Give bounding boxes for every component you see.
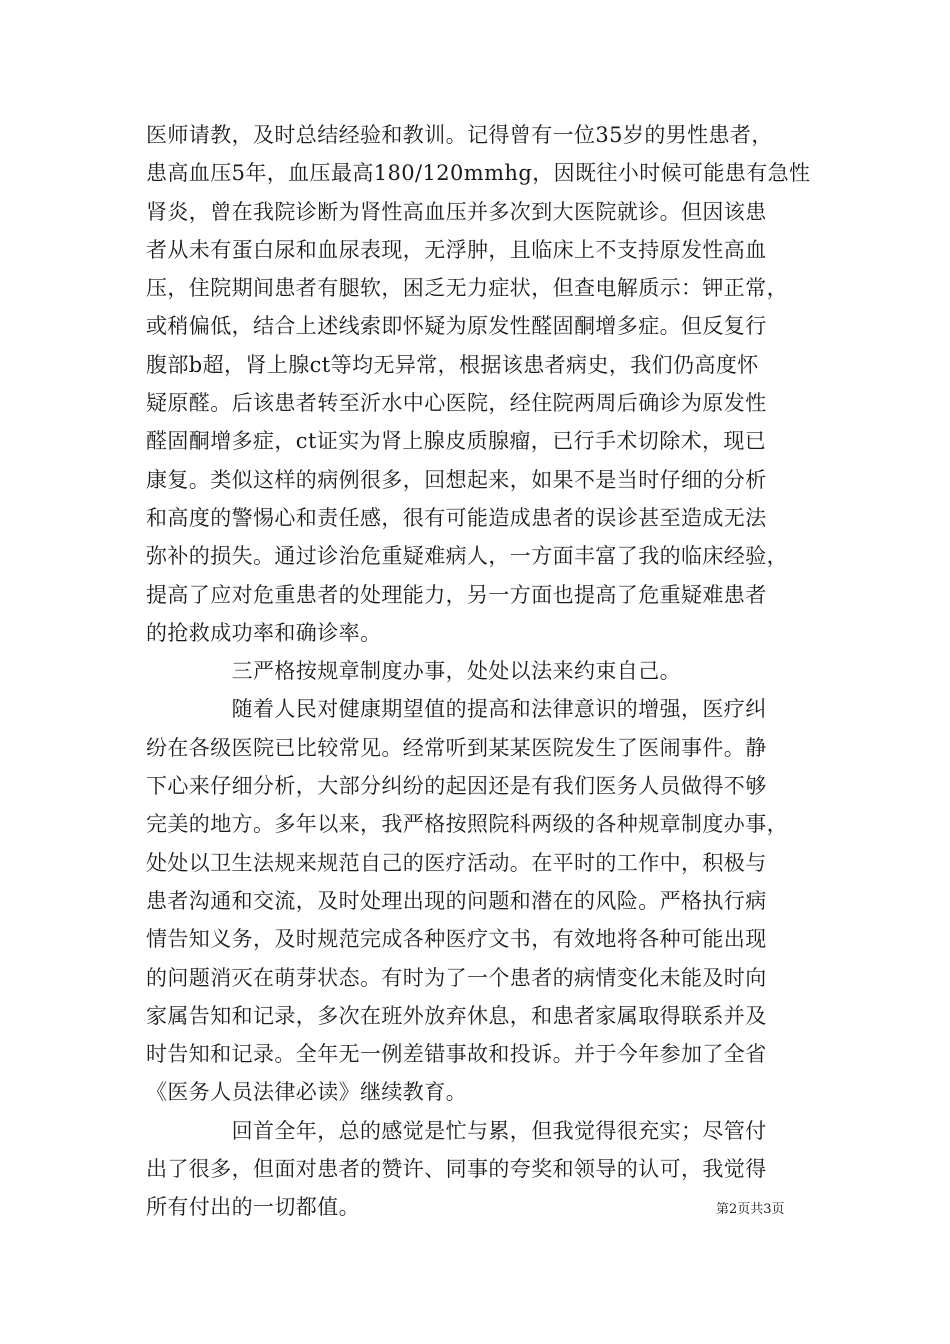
text-line: 出了很多，但面对患者的赞许、同事的夸奖和领导的认可，我觉得 (146, 1157, 767, 1182)
text-line: 的抢救成功率和确诊率。 (146, 620, 382, 645)
text-line: 《医务人员法律必读》继续教育。 (146, 1080, 467, 1105)
text-line: 的问题消灭在萌芽状态。有时为了一个患者的病情变化未能及时向 (146, 965, 767, 990)
page-number: 第2页共3页 (716, 1202, 785, 1217)
text-line: 所有付出的一切都值。 (146, 1195, 360, 1220)
text-line: 家属告知和记录，多次在班外放弃休息，和患者家属取得联系并及 (146, 1003, 767, 1028)
text-line: 下心来仔细分析，大部分纠纷的起因还是有我们医务人员做得不够 (146, 774, 767, 799)
text-line: 回首全年，总的感觉是忙与累，但我觉得很充实；尽管付 (146, 1118, 767, 1143)
text-line: 纷在各级医院已比较常见。经常听到某某医院发生了医闹事件。静 (146, 735, 767, 760)
text-line: 提高了应对危重患者的处理能力，另一方面也提高了危重疑难患者 (146, 582, 767, 607)
text-line: 压，住院期间患者有腿软，困乏无力症状，但查电解质示：钾正常， (146, 276, 788, 301)
section-heading: 三严格按规章制度办事，处处以法来约束自己。 (146, 659, 681, 684)
text-line: 康复。类似这样的病例很多，回想起来，如果不是当时仔细的分析 (146, 467, 767, 492)
text-line: 和高度的警惕心和责任感，很有可能造成患者的误诊甚至造成无法 (146, 505, 767, 530)
text-line: 弥补的损失。通过诊治危重疑难病人，一方面丰富了我的临床经验， (146, 544, 788, 569)
text-line: 肾炎，曾在我院诊断为肾性高血压并多次到大医院就诊。但因该患 (146, 199, 767, 224)
text-line: 者从未有蛋白尿和血尿表现，无浮肿，且临床上不支持原发性高血 (146, 237, 767, 262)
text-line: 疑原醛。后该患者转至沂水中心医院，经住院两周后确诊为原发性 (146, 391, 767, 416)
text-line: 或稍偏低，结合上述线索即怀疑为原发性醛固酮增多症。但反复行 (146, 314, 767, 339)
text-line: 医师请教，及时总结经验和教训。记得曾有一位35岁的男性患者， (146, 123, 773, 147)
text-line: 时告知和记录。全年无一例差错事故和投诉。并于今年参加了全省 (146, 1042, 767, 1067)
text-line: 情告知义务，及时规范完成各种医疗文书，有效地将各种可能出现 (146, 927, 767, 952)
text-line: 随着人民对健康期望值的提高和法律意识的增强，医疗纠 (146, 697, 767, 722)
text-line: 完美的地方。多年以来，我严格按照院科两级的各种规章制度办事， (146, 812, 788, 837)
text-line: 患高血压5年，血压最高180/120mmhg，因既往小时候可能患有急性 (146, 161, 811, 186)
document-body (146, 116, 816, 1227)
text-line: 处处以卫生法规来规范自己的医疗活动。在平时的工作中，积极与 (146, 850, 767, 875)
text-line: 腹部b超，肾上腺ct等均无异常，根据该患者病史，我们仍高度怀 (146, 352, 759, 377)
text-line: 患者沟通和交流，及时处理出现的问题和潜在的风险。严格执行病 (146, 888, 767, 913)
text-line: 醛固酮增多症，ct证实为肾上腺皮质腺瘤，已行手术切除术，现已 (146, 429, 767, 454)
